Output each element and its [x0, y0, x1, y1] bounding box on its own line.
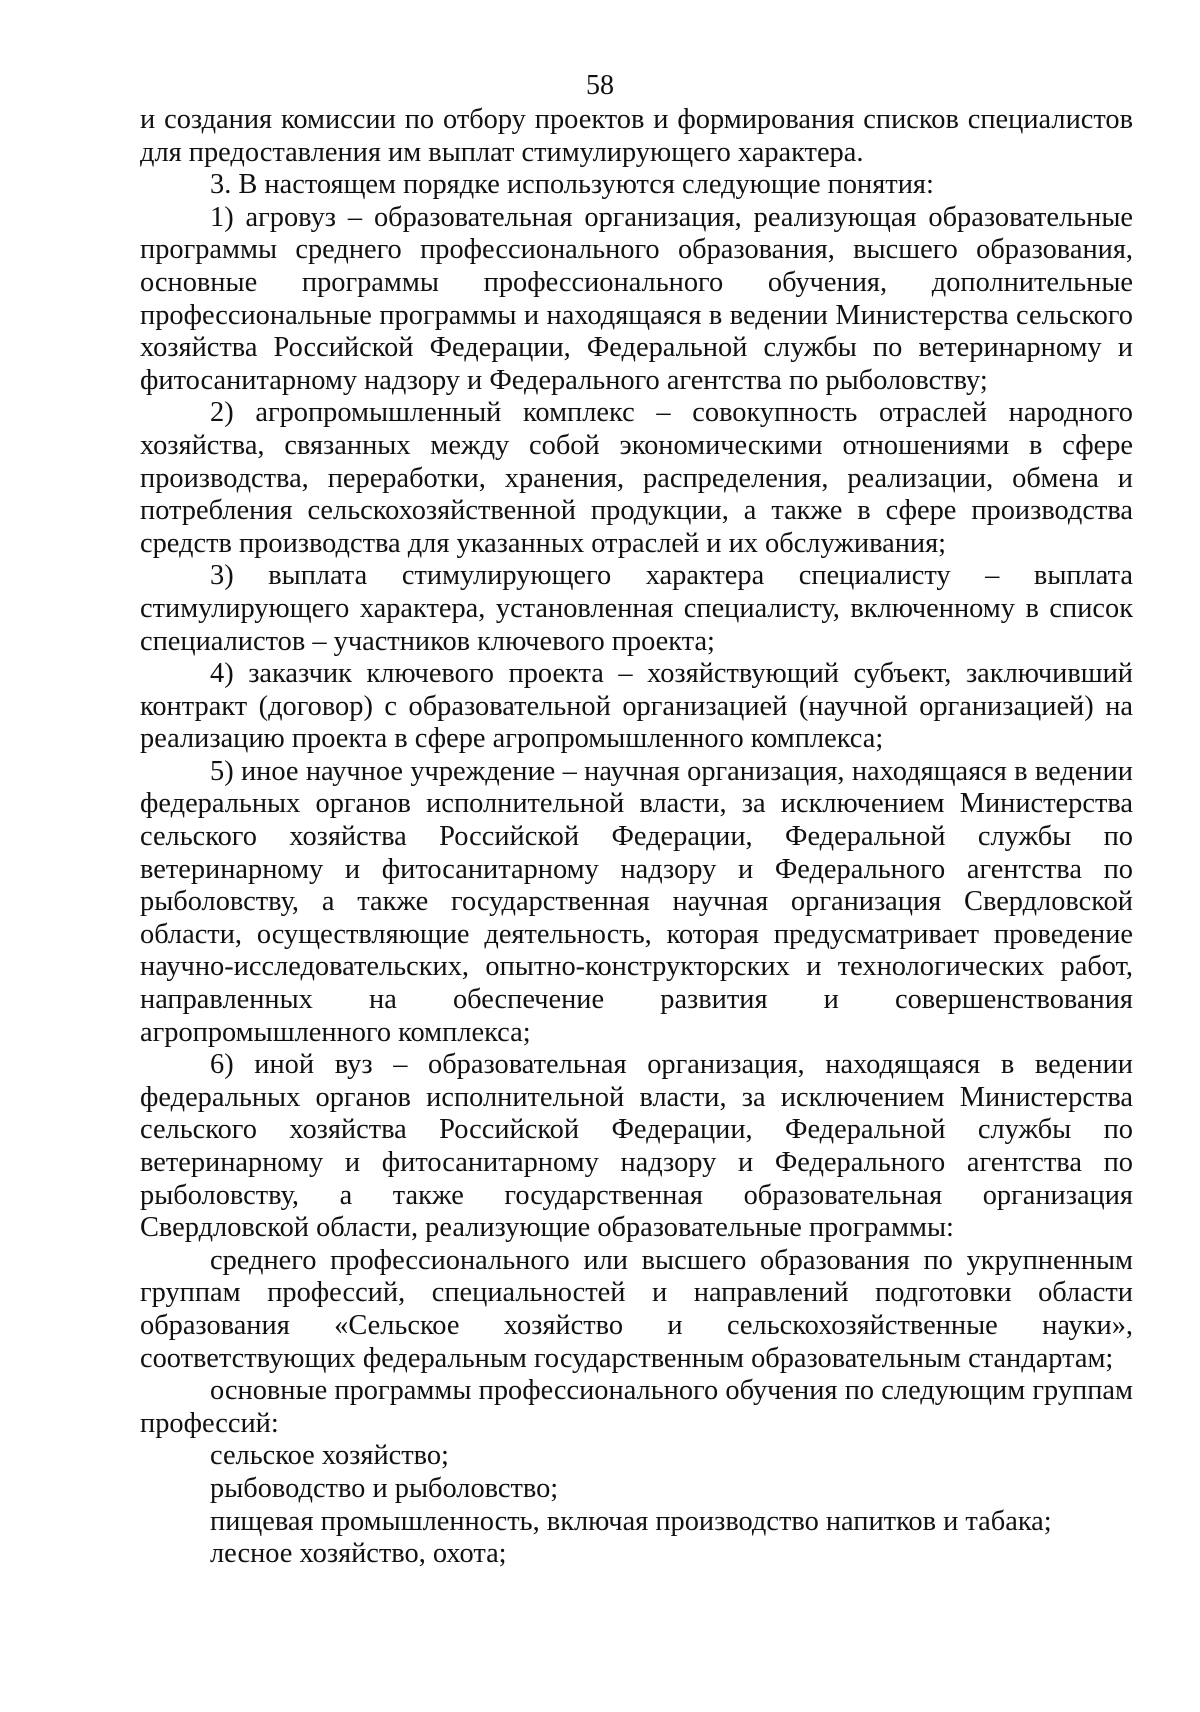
list-item: сельское хозяйство; [210, 1440, 449, 1472]
paragraph-programs-vocational: основные программы профессионального обучения по следующим группам профессий: [140, 1375, 1133, 1439]
list-item: лесное хозяйство, охота; [210, 1538, 507, 1570]
paragraph-section-3: 3. В настоящем порядке используются следующие понятия: [210, 169, 934, 201]
page-number: 58 [586, 70, 614, 101]
paragraph-programs-secondary-higher: среднего профессионального или высшего образования по укрупненным группам профессий, специальностей и направлений подготовки области образования «Сельское хозяйство и сельскохозяйственные науки», соответствующих федеральным государственным образовательным стандартам; [140, 1244, 1133, 1374]
paragraph-definition-6: 6) иной вуз – образовательная организация, находящаяся в ведении федеральных органов исполнительной власти, за исключением Министерства сельского хозяйства Российской Федерации, Федеральной службы по ветеринарному и фитосанитарному надзору и Федерального агентства по рыболовству, а также государственная образовательная организация Свердловской области, реализующие образовательные программы: [140, 1049, 1133, 1244]
document-body [140, 104, 1133, 1571]
paragraph-definition-2: 2) агропромышленный комплекс – совокупность отраслей народного хозяйства, связанных между собой экономическими отношениями в сфере производства, переработки, хранения, распределения, реализации, обмена и потребления сельскохозяйственной продукции, а также в сфере производства средств производства для указанных отраслей и их обслуживания; [140, 397, 1133, 559]
paragraph-definition-1: 1) агровуз – образовательная организация, реализующая образовательные программы среднего профессионального образования, высшего образования, основные программы профессионального обучения, дополнительные профессиональные программы и находящаяся в ведении Министерства сельского хозяйства Российской Федерации, Федеральной службы по ветеринарному и фитосанитарному надзору и Федерального агентства по рыболовству; [140, 201, 1133, 396]
paragraph-definition-5: 5) иное научное учреждение – научная организация, находящаяся в ведении федеральных органов исполнительной власти, за исключением Министерства сельского хозяйства Российской Федерации, Федеральной службы по ветеринарному и фитосанитарному надзору и Федерального агентства по рыболовству, а также государственная научная организация Свердловской области, осуществляющие деятельность, которая предусматривает проведение научно-исследовательских, опытно-конструкторских и технологических работ, направленных на обеспечение развития и совершенствования агропромышленного комплекса; [140, 755, 1133, 1048]
paragraph-definition-4: 4) заказчик ключевого проекта – хозяйствующий субъект, заключивший контракт (договор) с образовательной организацией (научной организацией) на реализацию проекта в сфере агропромышленного комплекса; [140, 658, 1133, 755]
paragraph-definition-3: 3) выплата стимулирующего характера специалисту – выплата стимулирующего характера, установленная специалисту, включенному в список специалистов – участников ключевого проекта; [140, 560, 1133, 657]
list-item: пищевая промышленность, включая производство напитков и табака; [210, 1505, 1052, 1537]
list-item: рыбоводство и рыболовство; [210, 1472, 559, 1504]
paragraph-intro-continuation: и создания комиссии по отбору проектов и формирования списков специалистов для предоставления им выплат стимулирующего характера. [140, 104, 1133, 168]
